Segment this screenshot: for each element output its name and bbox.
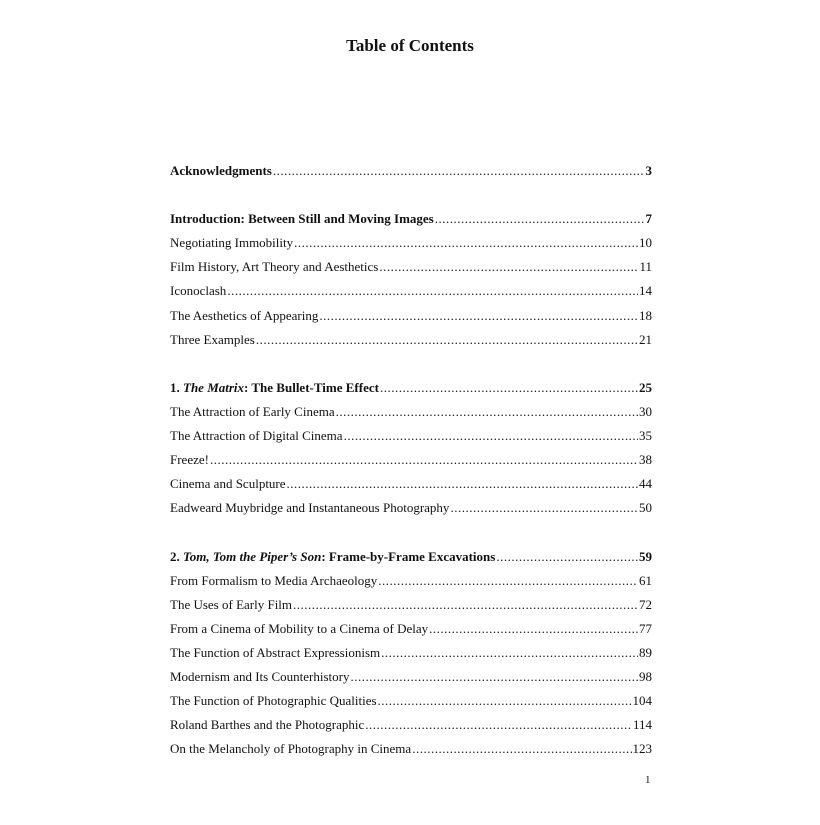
page-title: Table of Contents [346,36,474,55]
toc-entry-title-italic: Tom, Tom the Piper’s Son [183,548,322,564]
toc-entry-text: Introduction: Between Still and Moving Images [170,211,434,227]
toc-entry-label [170,573,377,589]
toc-entry-text: The Function of Abstract Expressionism [170,644,381,660]
toc-entry-text: Roland Barthes and the Photographic [170,717,365,733]
toc-entry-text: : The Bullet-Time Effect [244,379,379,395]
toc-entry-text: Eadweard Muybridge and Instantaneous Photography [170,500,450,516]
toc-entry [170,717,652,741]
toc-entry-text: On the Melancholy of Photography in Cinema [170,741,412,757]
toc-leader-dots [496,549,638,565]
toc-entry-label [170,380,379,396]
toc-leader-dots [350,669,638,685]
toc-entry [170,573,652,597]
toc-page-number: 30 [639,403,652,419]
toc-entry-label [170,428,343,444]
toc-entry [170,308,652,332]
toc-chapter-entry [170,211,652,235]
toc-page-number: 59 [639,548,652,564]
toc-leader-dots [378,693,632,709]
section-gap [170,524,652,548]
toc-entry-text: : Frame-by-Frame Excavations [321,548,496,564]
toc-leader-dots [429,621,638,637]
toc-entry-text: Film History, Art Theory and Aesthetics [170,259,379,275]
toc-page-number: 10 [639,235,652,251]
toc-page-number: 7 [645,211,652,227]
toc-chapter-entry [170,163,652,187]
toc-page-number: 21 [639,331,652,347]
toc-entry-text: The Attraction of Early Cinema [170,403,335,419]
toc-leader-dots [256,332,638,348]
toc-entry [170,404,652,428]
toc-leader-dots [287,476,638,492]
toc-entry-label [170,621,428,637]
toc-entry-text: Negotiating Immobility [170,235,294,251]
toc-leader-dots [379,259,638,275]
toc-entry [170,597,652,621]
toc-entry-text: 1. [170,379,183,395]
toc-entry-text: Freeze! [170,452,209,468]
toc-leader-dots [344,428,638,444]
toc-page-number: 50 [639,500,652,516]
toc-page-number: 104 [632,693,652,709]
toc-entry [170,259,652,283]
toc-leader-dots [450,500,638,516]
toc-leader-dots [227,283,638,299]
toc-entry-text: The Function of Photographic Qualities [170,693,377,709]
toc-entry [170,645,652,669]
toc-entry [170,332,652,356]
toc-page-number: 18 [639,307,652,323]
toc-entry [170,283,652,307]
toc-page-number: 38 [639,452,652,468]
toc-entry-text: Acknowledgments [170,163,272,178]
toc-leader-dots [336,404,638,420]
toc-page-number: 44 [639,476,652,492]
toc-entry-text: From Formalism to Media Archaeology [170,572,378,588]
toc-entry-text: Cinema and Sculpture [170,476,286,492]
toc-entry-label [170,645,380,661]
toc-page-number: 98 [639,668,652,684]
toc-leader-dots [381,645,638,661]
toc-entry-label [170,259,378,275]
toc-page-number: 35 [639,428,652,444]
toc-entry-text: Modernism and Its Counterhistory [170,668,350,684]
toc-entry-label [170,163,272,179]
toc-leader-dots [378,573,638,589]
toc-entry [170,235,652,259]
toc-entry [170,693,652,717]
toc-page-number: 114 [632,717,652,733]
toc-entry-text: Three Examples [170,331,255,347]
toc-entry-label [170,549,495,565]
toc-entry [170,476,652,500]
toc-entry-label [170,717,364,733]
toc-page-number: 89 [639,644,652,660]
toc-entry-text: The Aesthetics of Appearing [170,307,319,323]
toc-leader-dots [365,717,632,733]
toc-entry-title-italic: The Matrix [183,379,245,395]
toc-entry-text: The Attraction of Digital Cinema [170,428,343,444]
toc-entry-label [170,741,411,757]
toc-entry-label [170,500,449,516]
toc-entry-label [170,332,255,348]
toc-entry [170,669,652,693]
toc-entry [170,621,652,645]
toc-page-number: 25 [639,379,652,395]
toc-entry-label [170,669,349,685]
toc-entry-label [170,404,335,420]
toc-entry-label [170,211,434,227]
toc-page-number: 14 [639,283,652,299]
toc-chapter-entry [170,380,652,404]
table-of-contents [170,163,652,765]
toc-leader-dots [435,211,645,227]
toc-leader-dots [210,452,638,468]
toc-entry-label [170,452,209,468]
toc-entry-label [170,597,292,613]
toc-page-number: 11 [639,259,652,275]
toc-leader-dots [319,308,638,324]
toc-entry-label [170,308,318,324]
toc-page-number: 77 [639,620,652,636]
toc-entry-text: From a Cinema of Mobility to a Cinema of Delay [170,620,429,636]
toc-leader-dots [294,235,638,251]
toc-entry [170,741,652,765]
toc-page-number: 61 [639,572,652,588]
toc-leader-dots [412,741,631,757]
toc-entry-label [170,476,286,492]
toc-leader-dots [293,597,638,613]
toc-entry-text: 2. [170,548,183,564]
toc-page-number: 72 [639,596,652,612]
toc-entry-label [170,283,226,299]
toc-entry-label [170,693,377,709]
toc-entry [170,500,652,524]
toc-entry-text: The Uses of Early Film [170,596,293,612]
toc-entry [170,452,652,476]
section-gap [170,187,652,211]
toc-page-number: 3 [645,163,652,178]
toc-chapter-entry [170,549,652,573]
toc-entry [170,428,652,452]
toc-entry-label [170,235,293,251]
toc-entry-text: Iconoclash [170,283,227,299]
section-gap [170,356,652,380]
toc-page-number: 123 [632,741,652,757]
page-number: 1 [645,774,651,786]
toc-leader-dots [380,380,638,396]
toc-leader-dots [273,163,645,179]
